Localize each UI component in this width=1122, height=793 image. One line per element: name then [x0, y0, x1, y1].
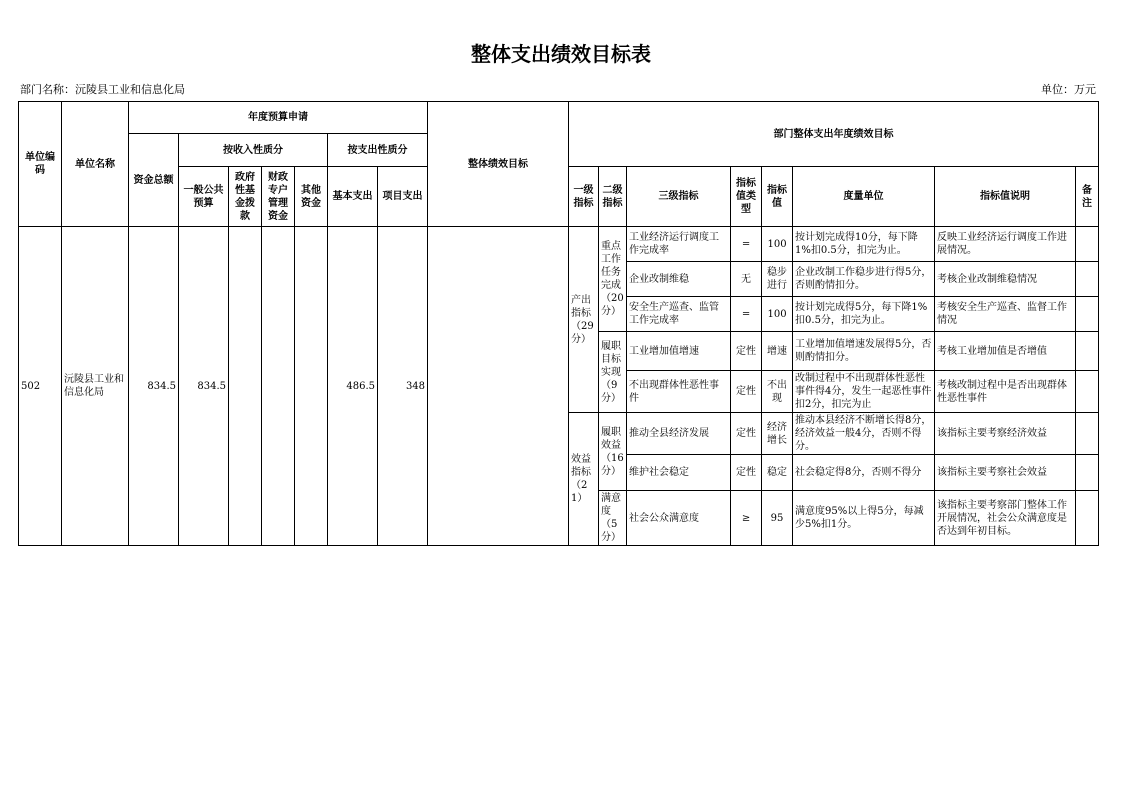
remark-cell — [1076, 297, 1099, 332]
general-budget-cell: 834.5 — [179, 227, 229, 546]
value-cell: 经济增长 — [762, 413, 793, 455]
page-title: 整体支出绩效目标表 — [471, 42, 651, 66]
remark-cell — [1076, 371, 1099, 413]
level3-cell: 社会公众满意度 — [627, 491, 731, 546]
level3-cell: 安全生产巡查、监管工作完成率 — [627, 297, 731, 332]
level2-satisfaction-cell: 满意度（5分） — [599, 491, 627, 546]
desc-cell: 该指标主要考察社会效益 — [935, 455, 1076, 491]
total-funds-cell: 834.5 — [129, 227, 179, 546]
value-cell: 100 — [762, 297, 793, 332]
value-type-cell: = — [731, 227, 762, 262]
header-total-funds: 资金总额 — [129, 134, 179, 227]
header-value-type: 指标值类型 — [731, 167, 762, 227]
value-cell: 不出现 — [762, 371, 793, 413]
header-dept-goal: 部门整体支出年度绩效目标 — [569, 102, 1099, 167]
other-fund-cell — [295, 227, 328, 546]
performance-target-table — [18, 101, 1099, 546]
value-cell: 稳定 — [762, 455, 793, 491]
basic-expense-cell: 486.5 — [328, 227, 378, 546]
header-basic-expense: 基本支出 — [328, 167, 378, 227]
header-level1: 一级指标 — [569, 167, 599, 227]
desc-cell: 考核安全生产巡查、监督工作情况 — [935, 297, 1076, 332]
remark-cell — [1076, 455, 1099, 491]
header-desc: 指标值说明 — [935, 167, 1076, 227]
value-type-cell: = — [731, 297, 762, 332]
value-type-cell: ≥ — [731, 491, 762, 546]
header-project-expense: 项目支出 — [378, 167, 428, 227]
header-gov-fund: 政府性基金拨款 — [229, 167, 262, 227]
desc-cell: 反映工业经济运行调度工作进展情况。 — [935, 227, 1076, 262]
value-cell: 稳步进行 — [762, 262, 793, 297]
header-unit-code: 单位编码 — [19, 102, 62, 227]
level1-output-cell: 产出指标（29分） — [569, 227, 599, 413]
measure-cell: 工业增加值增速发展得5分，否则酌情扣分。 — [793, 332, 935, 371]
value-cell: 100 — [762, 227, 793, 262]
header-overall-goal: 整体绩效目标 — [428, 102, 569, 227]
value-type-cell: 定性 — [731, 413, 762, 455]
measure-cell: 按计划完成得5分，每下降1%扣0.5分，扣完为止。 — [793, 297, 935, 332]
desc-cell: 考核企业改制维稳情况 — [935, 262, 1076, 297]
level2-duty-benefit-cell: 履职效益（16分） — [599, 413, 627, 491]
value-type-cell: 无 — [731, 262, 762, 297]
header-other-fund: 其他资金 — [295, 167, 328, 227]
value-type-cell: 定性 — [731, 332, 762, 371]
header-by-expense: 按支出性质分 — [328, 134, 428, 167]
level2-duty-goal-cell: 履职目标实现（9分） — [599, 332, 627, 413]
header-measure: 度量单位 — [793, 167, 935, 227]
desc-cell: 该指标主要考察部门整体工作开展情况，社会公众满意度是否达到年初目标。 — [935, 491, 1076, 546]
measure-cell: 改制过程中不出现群体性恶性事件得4分，发生一起恶性事件扣2分，扣完为止 — [793, 371, 935, 413]
header-annual-budget: 年度预算申请 — [129, 102, 428, 134]
level1-benefit-cell: 效益指标（21） — [569, 413, 599, 546]
remark-cell — [1076, 413, 1099, 455]
value-type-cell: 定性 — [731, 371, 762, 413]
special-fund-cell — [262, 227, 295, 546]
value-cell: 95 — [762, 491, 793, 546]
level3-cell: 不出现群体性恶性事件 — [627, 371, 731, 413]
level3-cell: 推动全县经济发展 — [627, 413, 731, 455]
header-unit-name: 单位名称 — [62, 102, 129, 227]
level3-cell: 企业改制维稳 — [627, 262, 731, 297]
header-general-budget: 一般公共预算 — [179, 167, 229, 227]
header-value: 指标值 — [762, 167, 793, 227]
table-row — [19, 227, 1099, 262]
remark-cell — [1076, 262, 1099, 297]
gov-fund-cell — [229, 227, 262, 546]
measure-cell: 社会稳定得8分，否则不得分 — [793, 455, 935, 491]
currency-unit-label: 单位：万元 — [1041, 83, 1096, 96]
measure-cell: 满意度95%以上得5分，每减少5%扣1分。 — [793, 491, 935, 546]
level2-key-tasks-cell: 重点工作任务完成（20分） — [599, 227, 627, 332]
measure-cell: 按计划完成得10分，每下降1%扣0.5分，扣完为止。 — [793, 227, 935, 262]
header-level3: 三级指标 — [627, 167, 731, 227]
remark-cell — [1076, 332, 1099, 371]
unit-code-cell: 502 — [19, 227, 62, 546]
desc-cell: 该指标主要考察经济效益 — [935, 413, 1076, 455]
unit-name-cell: 沅陵县工业和信息化局 — [62, 227, 129, 546]
department-name-label: 部门名称：沅陵县工业和信息化局 — [20, 83, 185, 96]
measure-cell: 推动本县经济不断增长得8分，经济效益一般4分，否则不得分。 — [793, 413, 935, 455]
header-special-fund: 财政专户管理资金 — [262, 167, 295, 227]
value-cell: 增速 — [762, 332, 793, 371]
header-by-income: 按收入性质分 — [179, 134, 328, 167]
level3-cell: 维护社会稳定 — [627, 455, 731, 491]
level3-cell: 工业经济运行调度工作完成率 — [627, 227, 731, 262]
measure-cell: 企业改制工作稳步进行得5分，否则酌情扣分。 — [793, 262, 935, 297]
desc-cell: 考核改制过程中是否出现群体性恶性事件 — [935, 371, 1076, 413]
level3-cell: 工业增加值增速 — [627, 332, 731, 371]
header-remark: 备注 — [1076, 167, 1099, 227]
desc-cell: 考核工业增加值是否增值 — [935, 332, 1076, 371]
project-expense-cell: 348 — [378, 227, 428, 546]
remark-cell — [1076, 227, 1099, 262]
value-type-cell: 定性 — [731, 455, 762, 491]
header-level2: 二级指标 — [599, 167, 627, 227]
overall-goal-cell — [428, 227, 569, 546]
remark-cell — [1076, 491, 1099, 546]
